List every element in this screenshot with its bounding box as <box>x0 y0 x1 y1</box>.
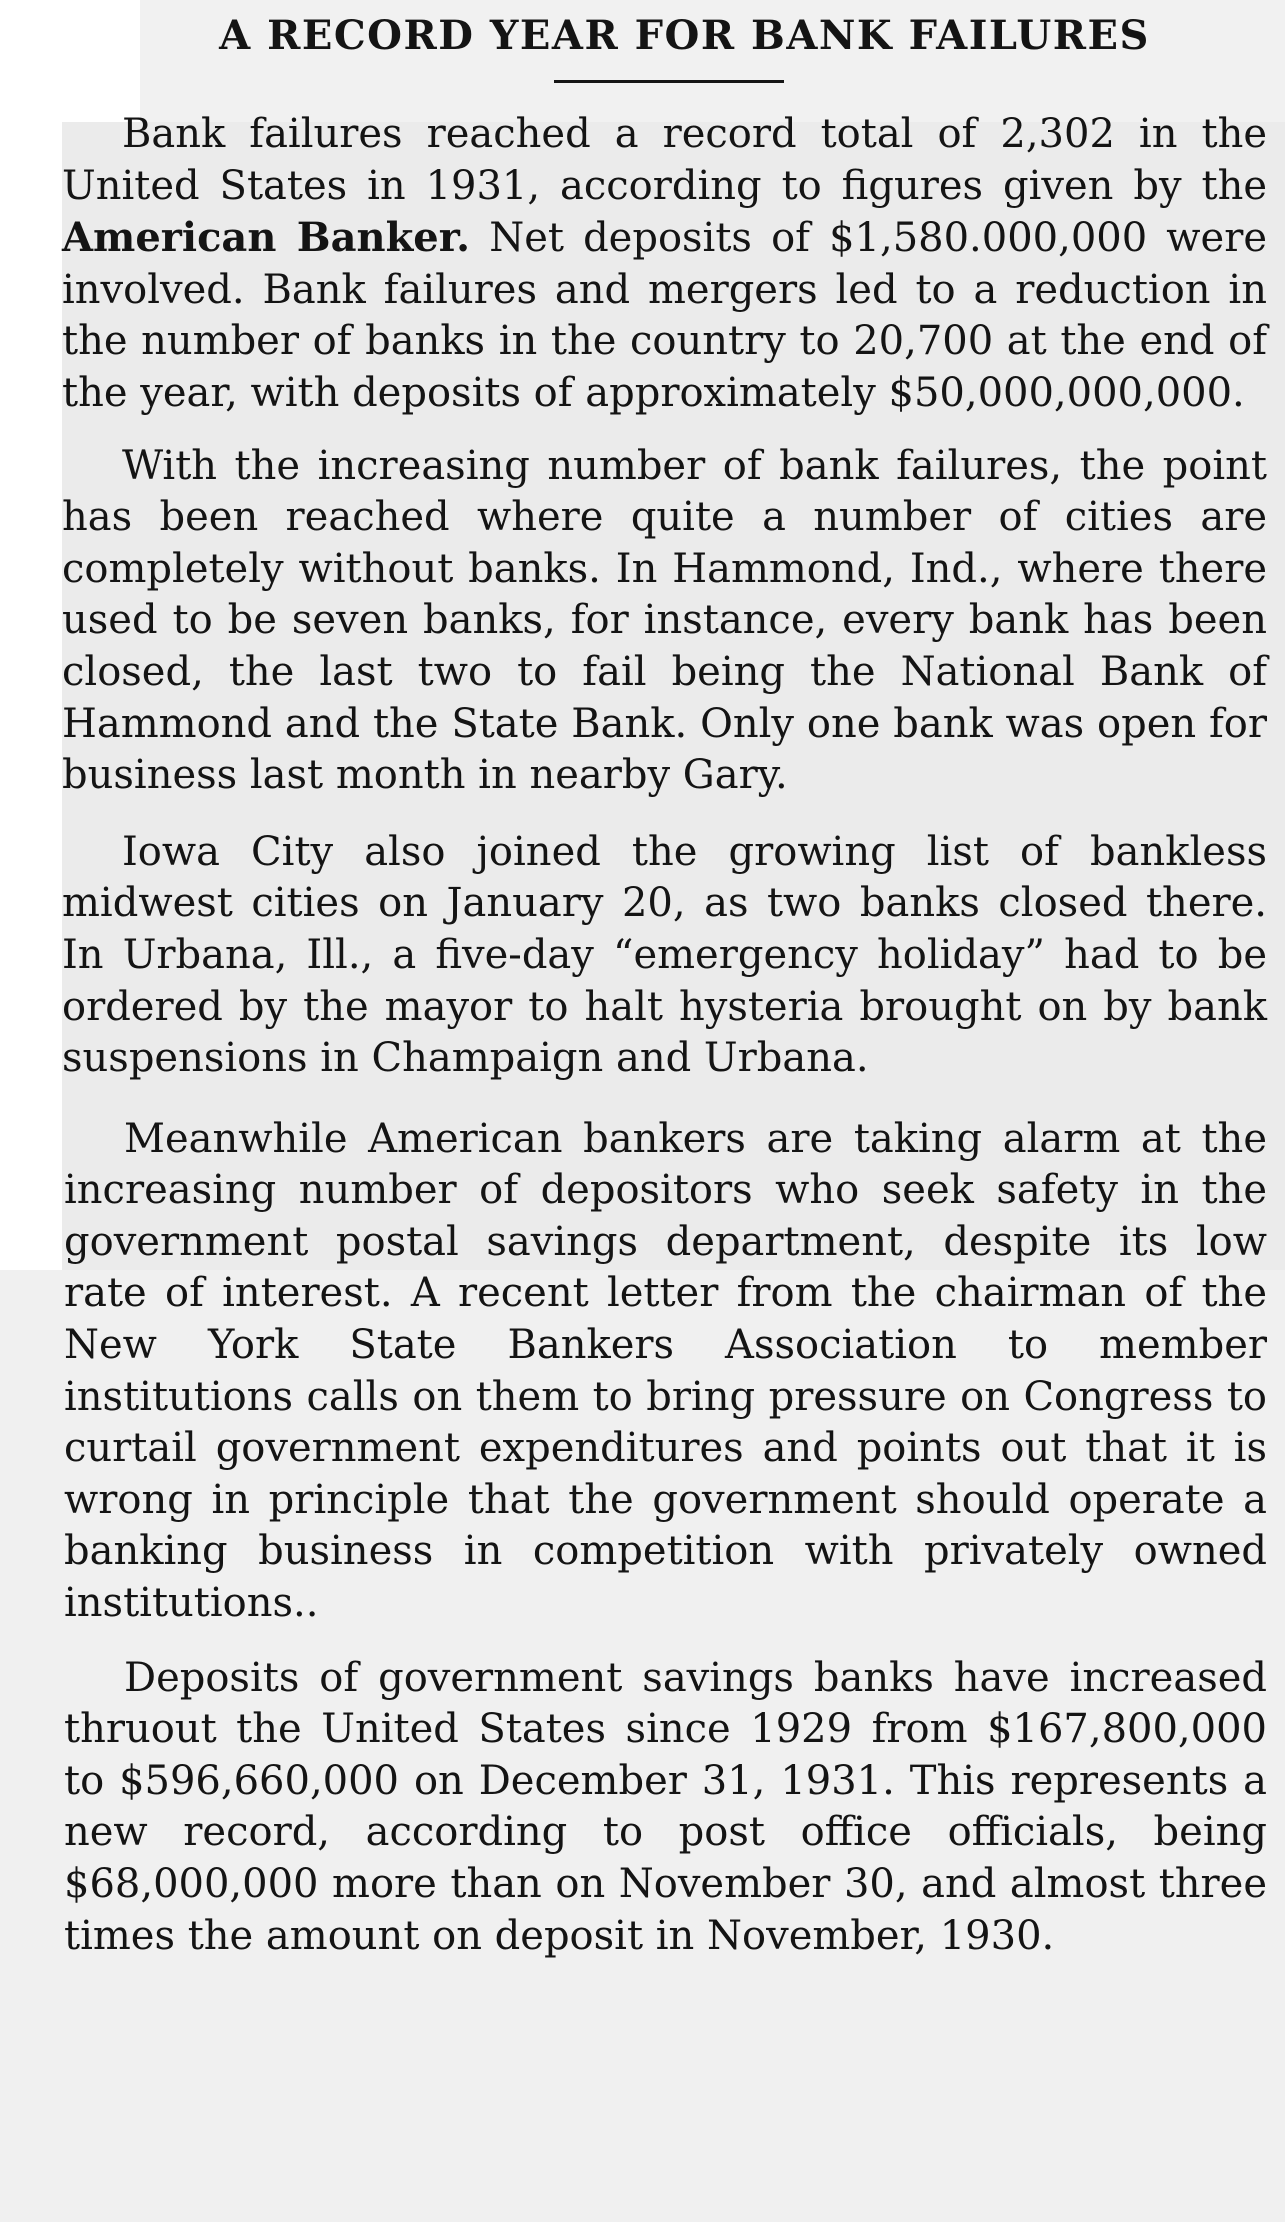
article-paragraph: Iowa City also joined the growing list of bankless midwest cities on January 20, as two banks closed there. In Urbana, Ill., a five-day “emergency holiday” had to be ordered by the mayor to halt hysteria brought on by bank suspensions in Champaign and Urbana. <box>62 828 1267 1082</box>
paragraph-text: Bank failures reached a record total of 2,302 in the United States in 1931, according to figures given by the <box>62 111 1267 209</box>
article-paragraph: With the increasing number of bank failures, the point has been reached where quite a number of cities are completely without banks. In Hammond, Ind., where there used to be seven banks, for instance, every bank has been closed, the last two to fail being the National Bank of Hammond and the State Bank. Only one bank was open for business last month in nearby Gary. <box>62 442 1267 799</box>
paragraph-text: Net deposits of $1,580.000,000 were involved. Bank failures and mergers led to a reduction in the number of banks in the country to 20,700 at the end of the year, with deposits of approximately $50,000,000,000. <box>62 215 1267 416</box>
article-paragraph <box>62 109 1267 420</box>
article-paragraph: Deposits of government savings banks have increased thruout the United States since 1929 from $167,800,000 to $596,660,000 on December 31, 1931. This represents a new record, according to post office officials, being $68,000,000 more than on November 30, and almost three times the amount on deposit in November, 1930. <box>64 1654 1267 1959</box>
publication-name: American Banker. <box>62 214 471 262</box>
article-paragraph: Meanwhile American bankers are taking alarm at the increasing number of depositors who seek safety in the government postal savings department, despite its low rate of interest. A recent letter from the chairman of the New York State Bankers Association to member institutions calls on them to bring pressure on Congress to curtail government expenditures and points out that it is wrong in principle that the government should operate a banking business in competition with privately owned institutions.. <box>64 1115 1267 1627</box>
headline-rule <box>554 80 784 83</box>
article-headline: A RECORD YEAR FOR BANK FAILURES <box>219 12 1150 59</box>
article <box>62 0 1267 1962</box>
